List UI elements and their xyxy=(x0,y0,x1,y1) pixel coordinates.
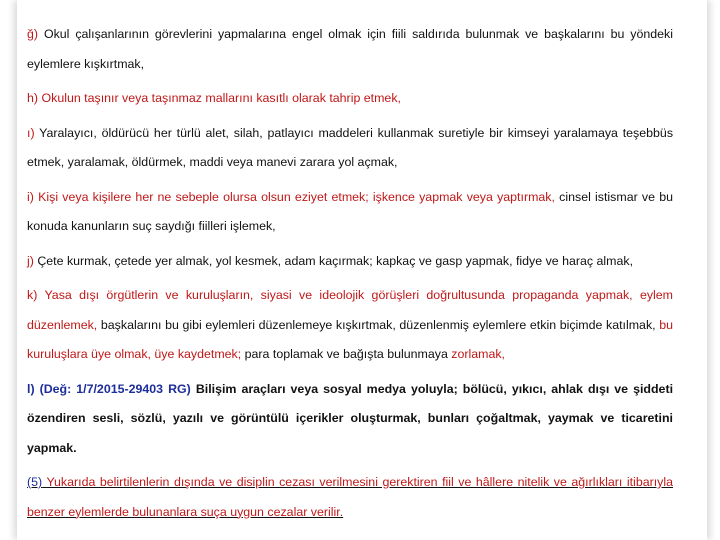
paragraph-label: k) xyxy=(27,288,38,302)
document-body xyxy=(27,20,673,532)
paragraph-text-highlight: Kişi veya kişilere her ne sebeple olursa olsun eziyet etmek; işkence yapmak veya yaptırmak, xyxy=(38,189,555,204)
paragraph-text: Çete kurmak, çetede yer almak, yol kesmek, adam kaçırmak; kapkaç ve gasp yapmak, fidye ve haraç almak, xyxy=(37,253,634,268)
paragraph-text: cinsel istismar ve bu konuda kanunların suç saydığı fiilleri işlemek, xyxy=(27,189,674,233)
paragraph-l xyxy=(27,375,673,464)
paragraph-k xyxy=(27,281,673,370)
paragraph-label: ğ) xyxy=(27,27,39,41)
paragraph-text-highlight: Yasa dışı örgütlerin ve kuruluşların, siyasi ve ideolojik görüşleri doğrultusunda propaganda yapmak, eylem düzenlemek, xyxy=(27,288,673,332)
paragraph-text: başkalarını bu gibi eylemleri düzenlemeye kışkırtmak, düzenlenmiş eylemlere etkin biçimde katılmak, xyxy=(100,317,656,332)
paragraph-label: l) xyxy=(27,381,35,396)
paragraph-label: (5) xyxy=(27,475,43,489)
paragraph-text: Yaralayıcı, öldürücü her türlü alet, silah, patlayıcı maddeleri kullanmak suretiyle bir kimseyi yaralamaya teşebbüs etmek, yaralamak, öldürmek, maddi veya manevi zarara yol açmak, xyxy=(27,125,674,169)
paragraph-h xyxy=(27,84,673,114)
paragraph-5 xyxy=(27,468,673,527)
paragraph-text: Okulun taşınır veya taşınmaz mallarını kasıtlı olarak tahrip etmek, xyxy=(41,91,401,105)
paragraph-label: i) xyxy=(27,189,34,204)
paragraph-text: para toplamak ve bağışta bulunmaya xyxy=(244,347,448,361)
paragraph-j xyxy=(27,247,673,277)
paragraph-text-highlight: bu kuruluşlara üye olmak, üye kaydetmek; xyxy=(27,317,673,361)
paragraph-text: Okul çalışanlarının görevlerini yapmalarına engel olmak için fiili saldırıda bulunmak ve başkalarını bu yöndeki eylemlere kışkırtmak, xyxy=(27,27,673,71)
paragraph-label: h) xyxy=(27,91,39,105)
paragraph-text: Yukarıda belirtilenlerin dışında ve disiplin cezası verilmesini gerektiren fiil ve hâllere nitelik ve ağırlıkları itibarıyla benzer eylemlerde bulunanlara suça uygun cezalar verilir. xyxy=(27,475,674,519)
paragraph-label: ı) xyxy=(27,125,35,140)
paragraph-text: Bilişim araçları veya sosyal medya yoluyla; bölücü, yıkıcı, ahlak dışı ve şiddeti özendiren sesli, sözlü, yazılı ve görüntülü içerikler oluşturmak, bunları çoğaltmak, yaymak ve ticaretini yapmak. xyxy=(27,381,674,455)
paragraph-i xyxy=(27,183,673,242)
paragraph-text-highlight: zorlamak, xyxy=(451,347,506,361)
amendment-note: (Değ: 1/7/2015-29403 RG) xyxy=(39,381,191,396)
paragraph-g-breve xyxy=(27,20,673,79)
paragraph-label: j) xyxy=(27,253,34,268)
paragraph-dotless-i xyxy=(27,119,673,178)
